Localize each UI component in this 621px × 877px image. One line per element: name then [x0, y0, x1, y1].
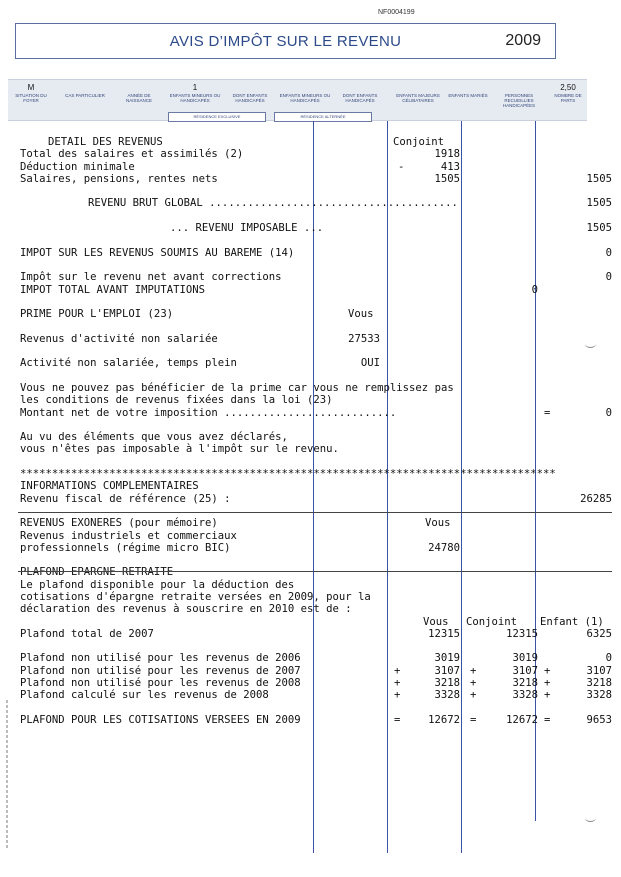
field-cas-particulier: CAS PARTICULIER [65, 93, 105, 98]
field-personnes-recueillies: PERSONNES RECUEILLIES HANDICAPÉES [502, 93, 536, 108]
exoneres-line-2: professionnels (régime micro BIC) [20, 541, 231, 554]
plafond-column-vous: Vous [423, 615, 449, 628]
revenu-imposable-label: ... REVENU IMPOSABLE ... [170, 222, 324, 235]
field-enfants-majeurs: ENFANTS MAJEURS CÉLIBATAIRES [396, 93, 440, 103]
impot-total-label: IMPOT TOTAL AVANT IMPUTATIONS [20, 283, 205, 296]
plafond-column-conjoint: Conjoint [466, 615, 518, 628]
deduction-label: Déduction minimale [20, 160, 135, 173]
prime-heading: PRIME POUR L'EMPLOI (23) [20, 308, 174, 321]
section-divider [18, 571, 612, 572]
tax-year: 2009 [505, 32, 541, 49]
prime-revenus-label: Revenus d'activité non salariée [20, 332, 218, 345]
revenu-brut-total: 1505 [586, 197, 612, 210]
prime-column-vous: Vous [348, 308, 374, 321]
exoneres-value: 24780 [428, 541, 460, 554]
prime-message-2: les conditions de revenus fixées dans la loi (23) [20, 394, 333, 407]
section-divider [18, 512, 612, 513]
exoneres-column-vous: Vous [425, 517, 451, 530]
montant-net-total: 0 [605, 406, 612, 419]
deduction-conjoint: 413 [440, 160, 460, 173]
info-heading: INFORMATIONS COMPLEMENTAIRES [20, 480, 199, 493]
plafond-column-enfant: Enfant (1) [540, 615, 604, 628]
prime-activite-vous: OUI [360, 357, 380, 370]
field-enfants-mineurs-alternes: ENFANTS MINEURS OU HANDICAPÉS [279, 93, 331, 103]
impot-bareme-total: 0 [605, 246, 612, 259]
column-line-2 [387, 121, 388, 853]
exoneres-heading: REVENUS EXONERES (pour mémoire) [20, 517, 218, 530]
nets-total: 1505 [586, 172, 612, 185]
nets-label: Salaires, pensions, rentes nets [20, 172, 218, 185]
page-title: AVIS D’IMPÔT SUR LE REVENU [169, 33, 402, 50]
section-heading-detail: DETAIL DES REVENUS [48, 136, 163, 148]
plafond-heading: PLAFOND EPARGNE RETRAITE [20, 566, 174, 579]
revenu-imposable-total: 1505 [586, 222, 612, 235]
plafond-text-3: déclaration des revenus à souscrire en 2010 est de : [20, 603, 352, 616]
field-enfants-mineurs: 1 ENFANTS MINEURS OU HANDICAPÉS [169, 83, 221, 103]
column-header-conjoint: Conjoint [393, 136, 445, 148]
residence-alternee-box: RÉSIDENCE ALTERNÉE [274, 112, 372, 122]
impot-net-total: 0 [605, 271, 612, 284]
document-reference: NF0004199 [378, 9, 415, 16]
nets-conjoint: 1505 [434, 172, 460, 185]
residence-exclusive-box: RÉSIDENCE EXCLUSIVE [168, 112, 266, 122]
exoneres-line-1: Revenus industriels et commerciaux [20, 529, 237, 542]
rfr-label: Revenu fiscal de référence (25) : [20, 492, 231, 505]
margin-print-marks [3, 700, 11, 850]
impot-total-value: 0 [531, 283, 538, 296]
impot-bareme-label: IMPOT SUR LES REVENUS SOUMIS AU BAREME (14) [20, 246, 295, 259]
column-line-3 [461, 121, 462, 853]
field-annee-naissance: ANNÉE DE NAISSANCE [125, 93, 152, 103]
field-enfants-handicapes-alternes: DONT ENFANTS HANDICAPÉS [342, 93, 378, 103]
prime-message-1: Vous ne pouvez pas bénéficier de la prime car vous ne remplissez pas [20, 381, 454, 394]
non-imposable-message-2: vous n'êtes pas imposable à l'impôt sur le revenu. [20, 443, 339, 456]
salaires-label: Total des salaires et assimilés (2) [20, 148, 244, 161]
field-enfants-maries: ENFANTS MARIÉS [448, 93, 488, 98]
revenu-brut-label: REVENU BRUT GLOBAL ....................................... [88, 197, 458, 210]
salaires-conjoint: 1918 [434, 148, 460, 161]
stars-separator: ************************************************************************************ [20, 468, 556, 481]
field-enfants-handicapes: DONT ENFANTS HANDICAPÉS [232, 93, 268, 103]
impot-net-label: Impôt sur le revenu net avant corrections [20, 271, 282, 284]
montant-net-sign: = [544, 406, 551, 419]
non-imposable-message-1: Au vu des éléments que vous avez déclarés, [20, 431, 288, 444]
title-box [15, 23, 556, 59]
field-nombre-parts: 2,50 NOMBRE DE PARTS [554, 83, 582, 103]
plafond-text-1: Le plafond disponible pour la déduction des [20, 578, 295, 591]
punch-hole-mark [585, 814, 596, 822]
rfr-value: 26285 [580, 492, 612, 505]
punch-hole-mark [585, 340, 596, 348]
montant-net-label: Montant net de votre imposition ........................... [20, 406, 397, 419]
deduction-sign: - [398, 160, 405, 173]
prime-revenus-vous: 27533 [348, 332, 380, 345]
prime-activite-label: Activité non salariée, temps plein [20, 357, 237, 370]
field-situation: M SITUATION DU FOYER [15, 83, 47, 103]
plafond-text-2: cotisations d'épargne retraite versées en 2009, pour la [20, 590, 371, 603]
